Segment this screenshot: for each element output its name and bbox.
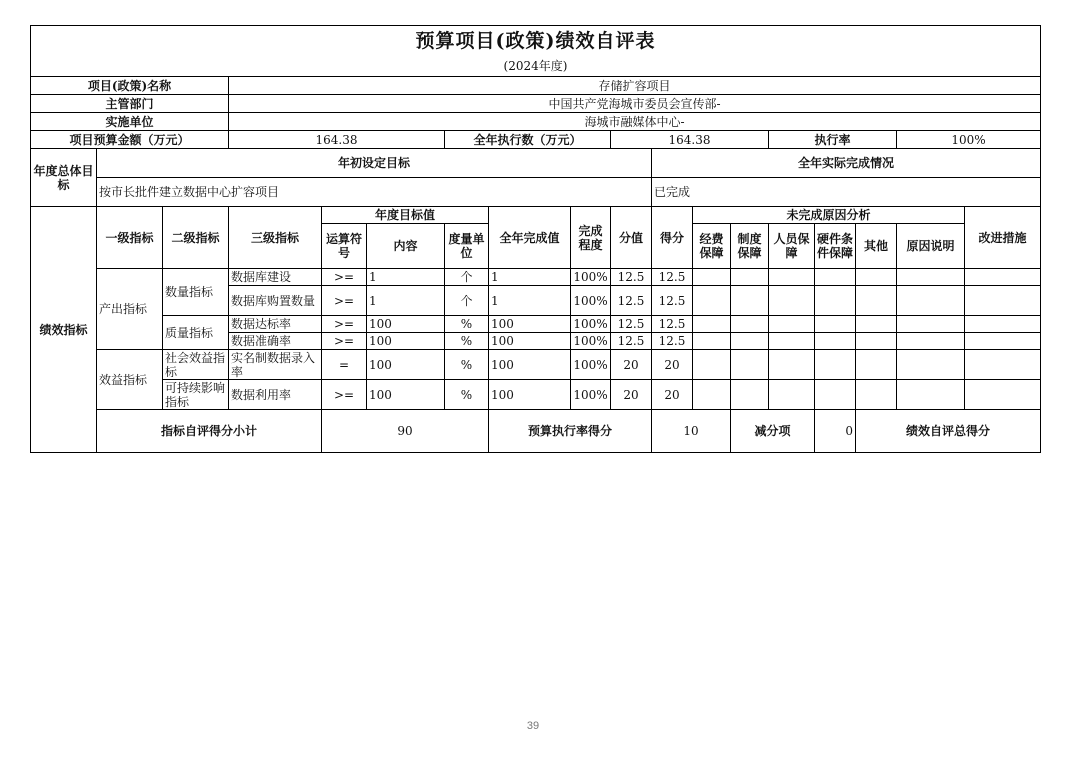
initial-goal-label: 年初设定目标 — [97, 149, 652, 178]
table-row-score: 12.5 — [652, 269, 693, 286]
table-row-lvl3: 实名制数据录入率 — [229, 350, 322, 380]
deduct-label: 减分项 — [731, 410, 815, 453]
table-row-lvl3: 数据库建设 — [229, 269, 322, 286]
benefit-indicator: 效益指标 — [97, 350, 163, 410]
table-row-degree: 100% — [571, 350, 611, 380]
lvl3-header: 三级指标 — [229, 207, 322, 269]
evaluation-sheet — [30, 25, 1040, 453]
table-row-content: 1 — [367, 269, 445, 286]
table-row-degree: 100% — [571, 269, 611, 286]
budget-label: 项目预算金额（万元） — [31, 131, 229, 149]
table-row-lvl3: 数据利用率 — [229, 380, 322, 410]
budget-value: 164.38 — [229, 131, 445, 149]
table-row-score: 20 — [652, 380, 693, 410]
table-row-content: 100 — [367, 350, 445, 380]
impl-value: 海城市融媒体中心- — [229, 113, 1041, 131]
table-row-score: 12.5 — [652, 333, 693, 350]
table-row-value: 20 — [611, 380, 652, 410]
table-row-op: = — [322, 350, 367, 380]
table-row-actual: 1 — [489, 269, 571, 286]
table-row-op: >= — [322, 380, 367, 410]
reason-header: 未完成原因分析 — [693, 207, 965, 224]
table-row-value: 12.5 — [611, 316, 652, 333]
exec-value: 164.38 — [611, 131, 769, 149]
dept-value: 中国共产党海城市委员会宣传部- — [229, 95, 1041, 113]
target-header: 年度目标值 — [322, 207, 489, 224]
budget-rate-label: 预算执行率得分 — [489, 410, 652, 453]
reason-other-header: 其他 — [856, 224, 897, 269]
lvl2-header: 二级指标 — [163, 207, 229, 269]
reason-staff-header: 人员保障 — [769, 224, 815, 269]
table-title: 预算项目(政策)绩效自评表 — [31, 26, 1041, 57]
lvl1-header: 一级指标 — [97, 207, 163, 269]
reason-note-header: 原因说明 — [897, 224, 965, 269]
table-row-unit: % — [445, 316, 489, 333]
table-row-op: >= — [322, 316, 367, 333]
table-row-lvl3: 数据达标率 — [229, 316, 322, 333]
table-row-actual: 100 — [489, 380, 571, 410]
deduct-value: 0 — [815, 410, 856, 453]
table-row-actual: 100 — [489, 333, 571, 350]
reason-hardware-header: 硬件条件保障 — [815, 224, 856, 269]
rate-value: 100% — [897, 131, 1041, 149]
value-header: 分值 — [611, 207, 652, 269]
output-indicator: 产出指标 — [97, 269, 163, 350]
table-row-value: 20 — [611, 350, 652, 380]
table-row-value: 12.5 — [611, 269, 652, 286]
table-row-unit: 个 — [445, 269, 489, 286]
perf-label: 绩效指标 — [31, 207, 97, 453]
table-row-degree: 100% — [571, 286, 611, 316]
table-row-lvl3: 数据准确率 — [229, 333, 322, 350]
table-row-unit: % — [445, 333, 489, 350]
dept-label: 主管部门 — [31, 95, 229, 113]
table-row-unit: % — [445, 350, 489, 380]
reason-system-header: 制度保障 — [731, 224, 769, 269]
project-name-label: 项目(政策)名称 — [31, 77, 229, 95]
table-row-unit: % — [445, 380, 489, 410]
subtotal-value: 90 — [322, 410, 489, 453]
table-year: (2024年度) — [31, 56, 1041, 77]
total-label: 绩效自评总得分 — [856, 410, 1041, 453]
table-row-actual: 100 — [489, 350, 571, 380]
impl-label: 实施单位 — [31, 113, 229, 131]
table-row-actual: 100 — [489, 316, 571, 333]
table-row-op: >= — [322, 286, 367, 316]
op-header: 运算符号 — [322, 224, 367, 269]
unit-header: 度量单位 — [445, 224, 489, 269]
actual-goal: 已完成 — [652, 178, 1041, 207]
table-row-content: 100 — [367, 380, 445, 410]
table-row-content: 1 — [367, 286, 445, 316]
quality-indicator: 质量指标 — [163, 316, 229, 350]
table-row-unit: 个 — [445, 286, 489, 316]
table-row-value: 12.5 — [611, 333, 652, 350]
reason-funding-header: 经费保障 — [693, 224, 731, 269]
budget-rate-value: 10 — [652, 410, 731, 453]
table-row-op: >= — [322, 333, 367, 350]
table-row-degree: 100% — [571, 380, 611, 410]
quantity-indicator: 数量指标 — [163, 269, 229, 316]
table-row-content: 100 — [367, 333, 445, 350]
table-row-score: 12.5 — [652, 286, 693, 316]
sustain-indicator: 可持续影响指标 — [163, 380, 229, 410]
exec-label: 全年执行数（万元） — [445, 131, 611, 149]
content-header: 内容 — [367, 224, 445, 269]
improve-header: 改进措施 — [965, 207, 1041, 269]
initial-goal: 按市长批件建立数据中心扩容项目 — [97, 178, 652, 207]
social-indicator: 社会效益指标 — [163, 350, 229, 380]
actual-header: 全年完成值 — [489, 207, 571, 269]
project-name: 存储扩容项目 — [229, 77, 1041, 95]
subtotal-label: 指标自评得分小计 — [97, 410, 322, 453]
table-row-lvl3: 数据库购置数量 — [229, 286, 322, 316]
table-row-degree: 100% — [571, 316, 611, 333]
actual-goal-label: 全年实际完成情况 — [652, 149, 1041, 178]
rate-label: 执行率 — [769, 131, 897, 149]
goals-label: 年度总体目标 — [31, 149, 97, 207]
table-row-score: 12.5 — [652, 316, 693, 333]
page-number: 39 — [526, 720, 540, 732]
table-row-actual: 1 — [489, 286, 571, 316]
degree-header: 完成程度 — [571, 207, 611, 269]
score-header: 得分 — [652, 207, 693, 269]
table-row-value: 12.5 — [611, 286, 652, 316]
evaluation-table — [30, 25, 1041, 453]
table-row-content: 100 — [367, 316, 445, 333]
table-row-score: 20 — [652, 350, 693, 380]
table-row-op: >= — [322, 269, 367, 286]
table-row-degree: 100% — [571, 333, 611, 350]
